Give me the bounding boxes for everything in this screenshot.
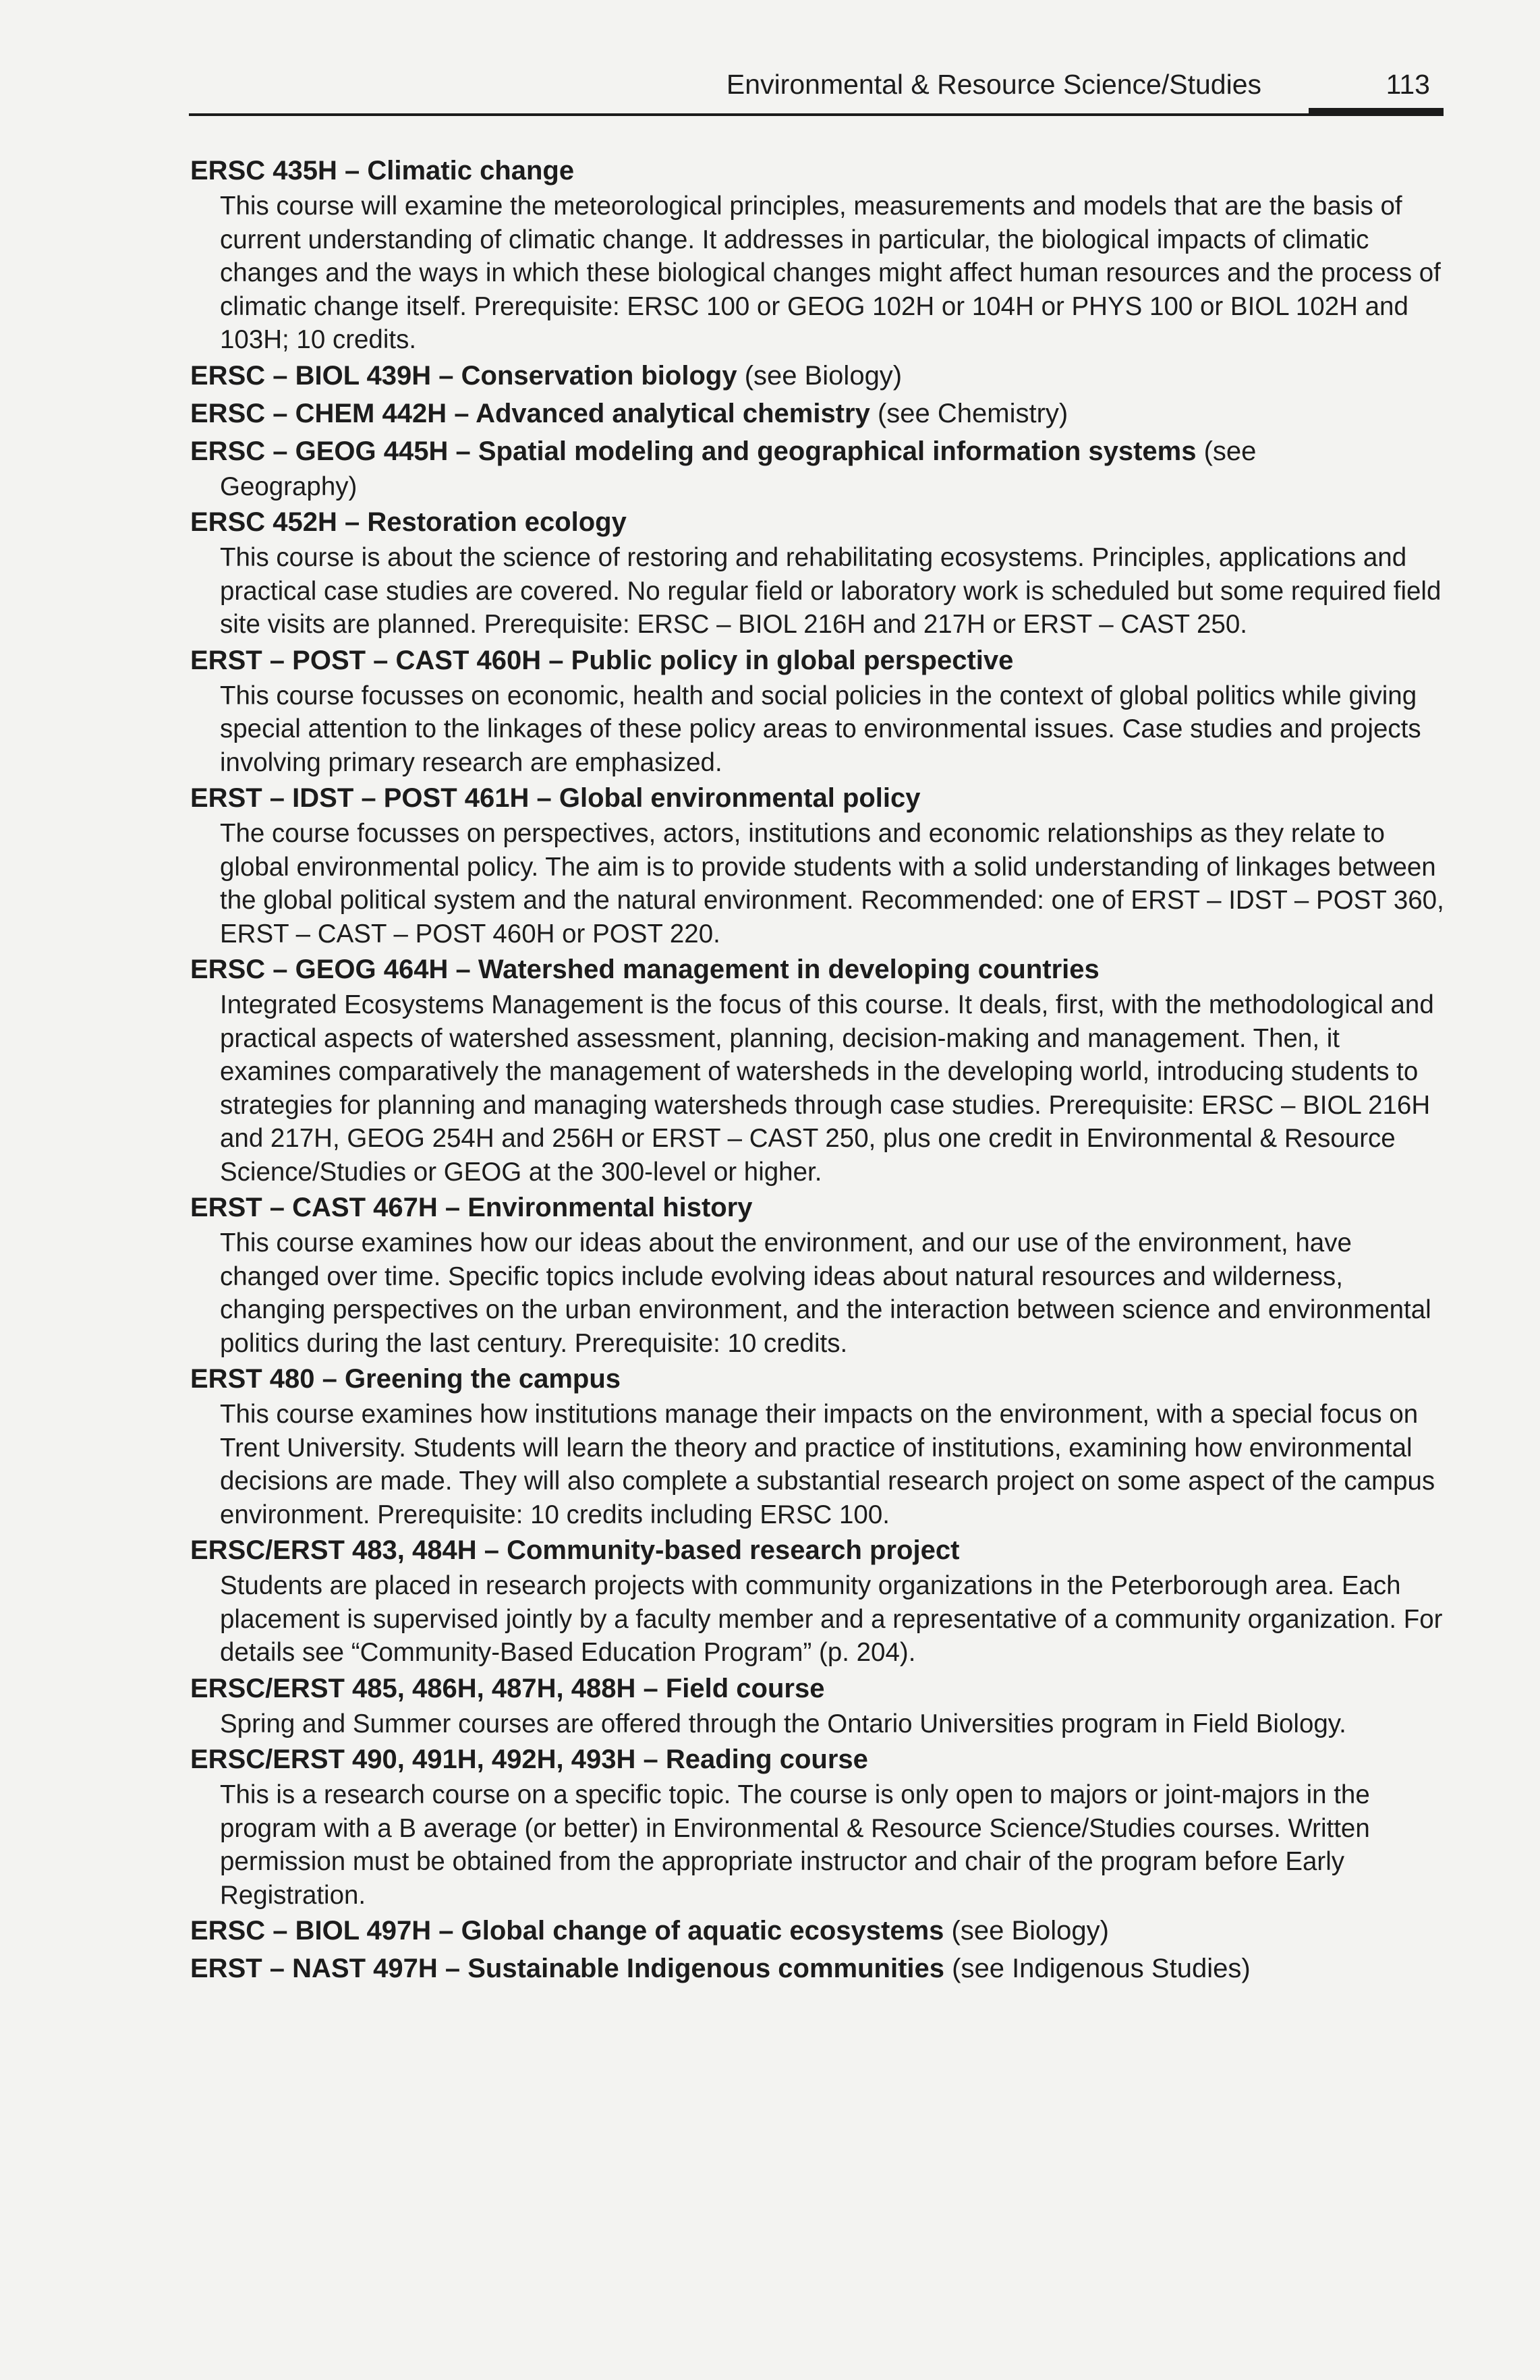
course-name: Global change of aquatic ecosystems: [461, 1916, 944, 1946]
course-title: [190, 357, 1452, 395]
course-code: ERSC/ERST 485, 486H, 487H, 488H –: [190, 1673, 666, 1703]
course-entry: [190, 1740, 1452, 1912]
course-note: (see Biology): [737, 360, 903, 391]
course-code: ERSC 435H –: [190, 156, 368, 186]
course-description: Integrated Ecosystems Management is the focus of this course. It deals, first, with the methodological and practical aspects of watershed assessment, planning, decision-making and management. Then, it examines comparatively the management of watersheds in the developing world, introducing students to strategies for planning and managing watersheds through case studies. Prerequisite: ERSC – BIOL 216H and 217H, GEOG 254H and 256H or ERST – CAST 250, plus one credit in Environmental & Resource Science/Studies or GEOG at the 300-level or higher.: [220, 990, 1434, 1187]
course-title: [190, 152, 1452, 190]
course-entry: [190, 779, 1452, 951]
course-entry: [190, 1912, 1452, 1950]
course-note: (see Indigenous Studies): [944, 1954, 1251, 1983]
course-entry: [190, 1189, 1452, 1360]
course-entry: [190, 395, 1452, 432]
course-description: This course examines how our ideas about the environment, and our use of the environment, have changed over time. Specific topics include evolving ideas about natural resources and wilderness, changing perspectives on the urban environment, and the interaction between science and environmental politics during the last century. Prerequisite: 10 credits.: [220, 1228, 1431, 1358]
course-entry: [190, 951, 1452, 1189]
course-description: This course focusses on economic, health and social policies in the context of global politics while giving special attention to the linkages of these policy areas to environmental issues. Case studies and projects involving primary research are emphasized.: [220, 681, 1421, 777]
course-code: ERST – POST – CAST 460H –: [190, 645, 571, 675]
course-entry: [190, 503, 1452, 642]
course-name: Community-based research project: [507, 1535, 960, 1565]
course-title: [190, 1531, 1452, 1569]
page-number: 113: [1386, 69, 1430, 100]
course-title: [190, 1912, 1452, 1950]
course-description: The course focusses on perspectives, actors, institutions and economic relationships as they relate to global environmental policy. The aim is to provide students with a solid understanding of linkages between the global political system and the natural environment. Recommended: one of ERST – IDST – POST 360, ERST – CAST – POST 460H or POST 220.: [220, 819, 1444, 948]
course-code: ERST 480 –: [190, 1364, 345, 1394]
course-note: (see Chemistry): [869, 398, 1068, 428]
course-title: [190, 642, 1452, 679]
course-description: This course examines how institutions manage their impacts on the environment, with a special focus on Trent University. Students will learn the theory and practice of institutions, examining how environmental decisions are made. They will also complete a substantial research project on some aspect of the campus environment. Prerequisite: 10 credits including ERSC 100.: [220, 1400, 1435, 1529]
course-name: Advanced analytical chemistry: [476, 398, 870, 428]
course-code: ERSC – GEOG 464H –: [190, 955, 478, 984]
course-title: [190, 503, 1452, 541]
course-title: [190, 1740, 1452, 1778]
course-name: Global environmental policy: [559, 783, 921, 813]
course-name: Sustainable Indigenous communities: [467, 1954, 945, 1983]
course-name: Reading course: [665, 1745, 868, 1774]
course-code: ERSC/ERST 490, 491H, 492H, 493H –: [190, 1745, 666, 1774]
course-description: Students are placed in research projects with community organizations in the Peterborough area. Each placement is supervised jointly by a faculty member and a representative of a community organization. For details see “Community-Based Education Program” (p. 204).: [220, 1571, 1443, 1667]
course-name: Restoration ecology: [367, 507, 627, 537]
course-code: ERSC/ERST 483, 484H –: [190, 1535, 507, 1565]
course-entry: [190, 1531, 1452, 1670]
course-description: Spring and Summer courses are offered through the Ontario Universities program in Field Biology.: [220, 1709, 1346, 1738]
course-name: Greening the campus: [345, 1364, 621, 1394]
course-code: ERST – CAST 467H –: [190, 1193, 468, 1222]
course-code: ERSC – CHEM 442H –: [190, 398, 476, 428]
course-code: ERSC – GEOG 445H –: [190, 436, 478, 466]
course-name: Conservation biology: [461, 360, 737, 391]
course-entry: [190, 432, 1452, 504]
running-header: [189, 61, 1444, 121]
course-name: Environmental history: [467, 1193, 753, 1222]
course-code: ERSC – BIOL 497H –: [190, 1916, 461, 1946]
course-list: [190, 152, 1452, 1987]
course-title: [190, 395, 1452, 432]
course-entry: [190, 1670, 1452, 1741]
course-name: Public policy in global perspective: [571, 645, 1014, 675]
course-note: (see: [1196, 436, 1257, 466]
course-note: (see Biology): [944, 1916, 1109, 1946]
course-entry: [190, 1950, 1452, 1987]
course-entry: [190, 357, 1452, 395]
course-title: [190, 779, 1452, 817]
course-description: Geography): [220, 472, 358, 501]
course-code: ERSC 452H –: [190, 507, 368, 537]
course-name: Climatic change: [367, 156, 575, 186]
course-title: [190, 951, 1452, 988]
course-entry: [190, 1360, 1452, 1531]
course-title: [190, 1950, 1452, 1987]
course-code: ERST – IDST – POST 461H –: [190, 783, 559, 813]
running-title: Environmental & Resource Science/Studies: [726, 69, 1261, 100]
course-description: This course will examine the meteorological principles, measurements and models that are the basis of current understanding of climatic change. It addresses in particular, the biological impacts of climatic changes and the ways in which these biological changes might affect human resources and the process of climatic change itself. Prerequisite: ERSC 100 or GEOG 102H or 104H or PHYS 100 or BIOL 102H and 103H; 10 credits.: [220, 192, 1441, 354]
course-name: Spatial modeling and geographical information systems: [478, 436, 1197, 466]
course-description: This is a research course on a specific topic. The course is only open to majors or joint-majors in the program with a B average (or better) in Environmental & Resource Science/Studies courses. Written permission must be obtained from the appropriate instructor and chair of the program before Early Registration.: [220, 1780, 1370, 1910]
course-title: [190, 1189, 1452, 1226]
course-code: ERST – NAST 497H –: [190, 1954, 468, 1983]
header-rule-accent: [1309, 108, 1444, 116]
course-entry: [190, 642, 1452, 780]
course-title: [190, 1360, 1452, 1398]
course-title: [190, 432, 1452, 470]
course-name: Watershed management in developing countries: [478, 955, 1100, 984]
course-name: Field course: [665, 1673, 825, 1703]
header-rule: [189, 113, 1444, 116]
course-description: This course is about the science of restoring and rehabilitating ecosystems. Principles, applications and practical case studies are covered. No regular field or laboratory work is scheduled but some required field site visits are planned. Prerequisite: ERSC – BIOL 216H and 217H or ERST – CAST 250.: [220, 543, 1442, 639]
course-title: [190, 1670, 1452, 1707]
course-code: ERSC – BIOL 439H –: [190, 360, 461, 391]
course-entry: [190, 152, 1452, 357]
